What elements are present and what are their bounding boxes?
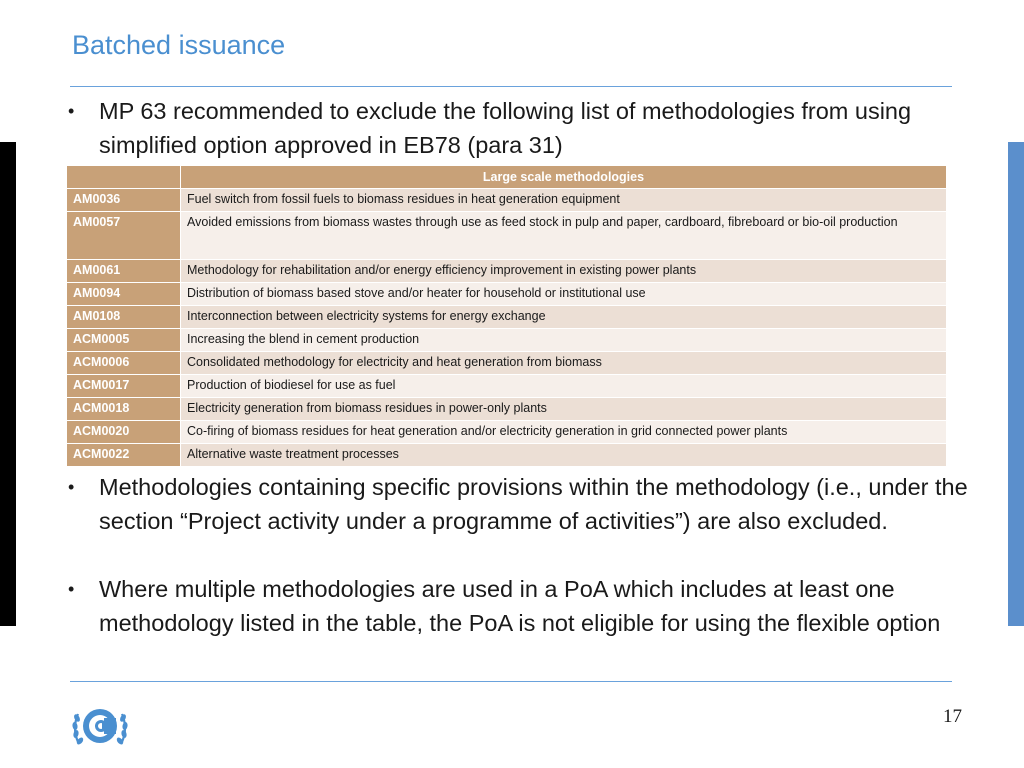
methodology-description: Production of biodiesel for use as fuel (181, 375, 947, 398)
methodology-code: AM0061 (67, 260, 181, 283)
methodology-code: ACM0005 (67, 329, 181, 352)
table-row (67, 444, 947, 467)
methodology-code: ACM0022 (67, 444, 181, 467)
methodology-code: ACM0020 (67, 421, 181, 444)
table-row (67, 329, 947, 352)
bullet-2 (68, 470, 968, 538)
methodology-description: Alternative waste treatment processes (181, 444, 947, 467)
methodology-code: ACM0006 (67, 352, 181, 375)
bullet-text: Methodologies containing specific provisions within the methodology (i.e., under the section “Project activity under a programme of activities”) are also excluded. (99, 474, 968, 534)
methodology-description: Interconnection between electricity systems for energy exchange (181, 306, 947, 329)
methodology-description: Co-firing of biomass residues for heat generation and/or electricity generation in grid connected power plants (181, 421, 947, 444)
methodology-code: AM0094 (67, 283, 181, 306)
bullet-3 (68, 572, 968, 640)
methodology-code: ACM0017 (67, 375, 181, 398)
unfccc-logo-icon (68, 698, 132, 754)
table-row (67, 189, 947, 212)
table-row (67, 260, 947, 283)
methodology-description: Avoided emissions from biomass wastes through use as feed stock in pulp and paper, cardboard, fibreboard or bio-oil production (181, 212, 947, 260)
bullet-dot: • (68, 579, 75, 599)
table-header-row (67, 166, 947, 189)
table-header-code-column (67, 166, 181, 189)
methodology-code: AM0036 (67, 189, 181, 212)
bullet-dot: • (68, 477, 75, 497)
left-edge-bar (0, 142, 16, 626)
methodology-description: Increasing the blend in cement production (181, 329, 947, 352)
slide-title: Batched issuance (72, 30, 286, 60)
table-row (67, 375, 947, 398)
table-row (67, 212, 947, 260)
methodology-description: Distribution of biomass based stove and/or heater for household or institutional use (181, 283, 947, 306)
table-row (67, 398, 947, 421)
methodology-description: Electricity generation from biomass residues in power-only plants (181, 398, 947, 421)
methodology-code: ACM0018 (67, 398, 181, 421)
methodology-table (66, 165, 947, 467)
bullet-text: Where multiple methodologies are used in a PoA which includes at least one methodology listed in the table, the PoA is not eligible for using the flexible option (99, 576, 941, 636)
table-row (67, 283, 947, 306)
bullet-text: MP 63 recommended to exclude the following list of methodologies from using simplified option approved in EB78 (para 31) (99, 98, 912, 158)
table-row (67, 352, 947, 375)
methodology-code: AM0057 (67, 212, 181, 260)
table-row (67, 421, 947, 444)
bullet-dot: • (68, 101, 75, 121)
page-number: 17 (943, 706, 962, 727)
footer-divider (70, 681, 952, 682)
methodology-description: Methodology for rehabilitation and/or energy efficiency improvement in existing power plants (181, 260, 947, 283)
methodology-description: Fuel switch from fossil fuels to biomass residues in heat generation equipment (181, 189, 947, 212)
table-row (67, 306, 947, 329)
right-edge-bar (1008, 142, 1024, 626)
table-header-title: Large scale methodologies (181, 166, 947, 189)
bullet-1 (68, 94, 968, 162)
methodology-code: AM0108 (67, 306, 181, 329)
title-divider (70, 86, 952, 87)
methodology-description: Consolidated methodology for electricity and heat generation from biomass (181, 352, 947, 375)
